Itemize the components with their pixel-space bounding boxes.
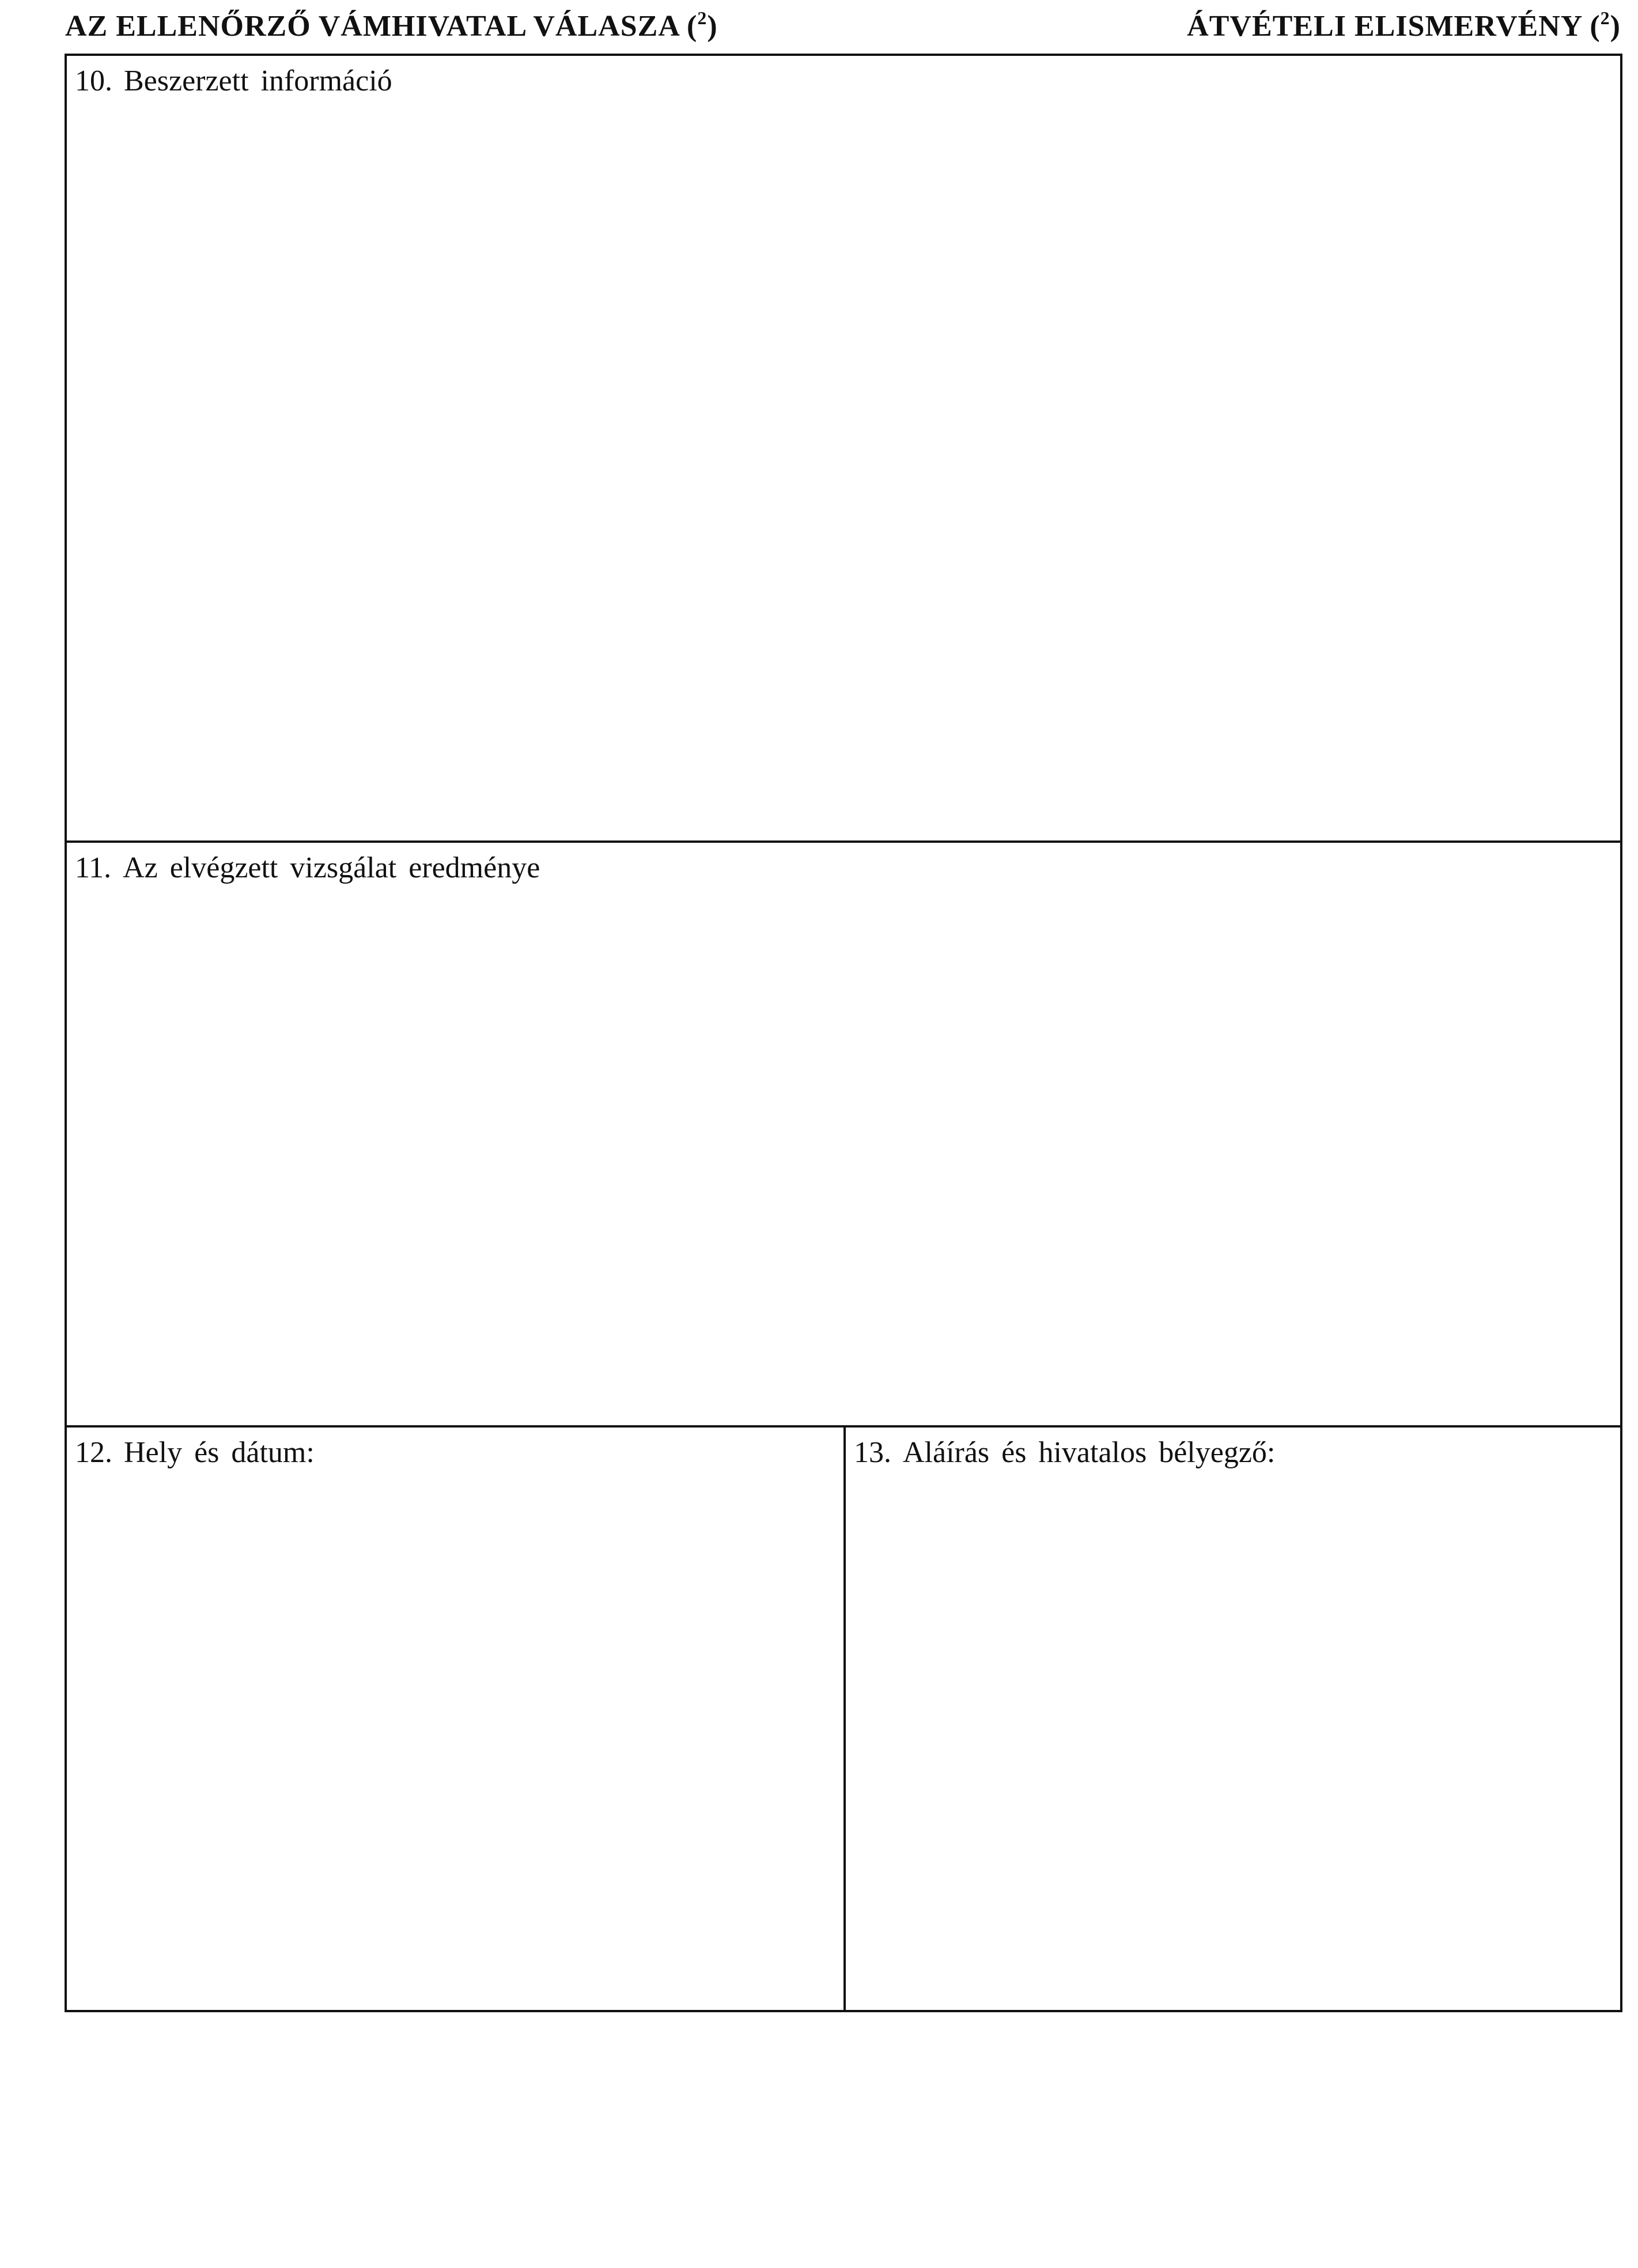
information-obtained-entry-area[interactable] <box>75 108 1612 832</box>
field-box-11-examination-result <box>67 843 1620 1428</box>
field-label-11 <box>75 846 540 890</box>
field-box-12-place-and-date <box>67 1428 846 2010</box>
reply-form <box>65 54 1622 2012</box>
field-number: 12. <box>75 1436 112 1469</box>
field-title: Az elvégzett vizsgálat eredménye <box>123 851 540 884</box>
examination-result-entry-area[interactable] <box>75 895 1612 1417</box>
receipt-title-close: ) <box>1610 10 1621 43</box>
field-title: Beszerzett információ <box>124 65 392 97</box>
receipt-section-title <box>1187 5 1621 48</box>
field-label-10 <box>75 59 392 103</box>
field-title: Hely és dátum: <box>124 1436 315 1469</box>
reply-section-title <box>65 5 718 48</box>
field-label-13 <box>854 1431 1275 1475</box>
field-title: Aláírás és hivatalos bélyegző: <box>903 1436 1276 1469</box>
field-number: 11. <box>75 851 112 884</box>
field-box-13-signature-and-stamp <box>846 1428 1620 2010</box>
field-number: 10. <box>75 65 112 97</box>
receipt-footnote-ref: 2 <box>1600 7 1610 28</box>
field-number: 13. <box>854 1436 891 1469</box>
place-and-date-entry-area[interactable] <box>75 1479 835 2002</box>
reply-title-text: AZ ELLENŐRZŐ VÁMHIVATAL VÁLASZA ( <box>65 10 698 43</box>
field-box-10-information-obtained <box>67 56 1620 843</box>
field-label-12 <box>75 1431 315 1475</box>
reply-title-close: ) <box>707 10 718 43</box>
signature-and-stamp-entry-area[interactable] <box>854 1479 1612 2002</box>
reply-footnote-ref: 2 <box>697 7 708 28</box>
receipt-title-text: ÁTVÉTELI ELISMERVÉNY ( <box>1187 10 1601 43</box>
